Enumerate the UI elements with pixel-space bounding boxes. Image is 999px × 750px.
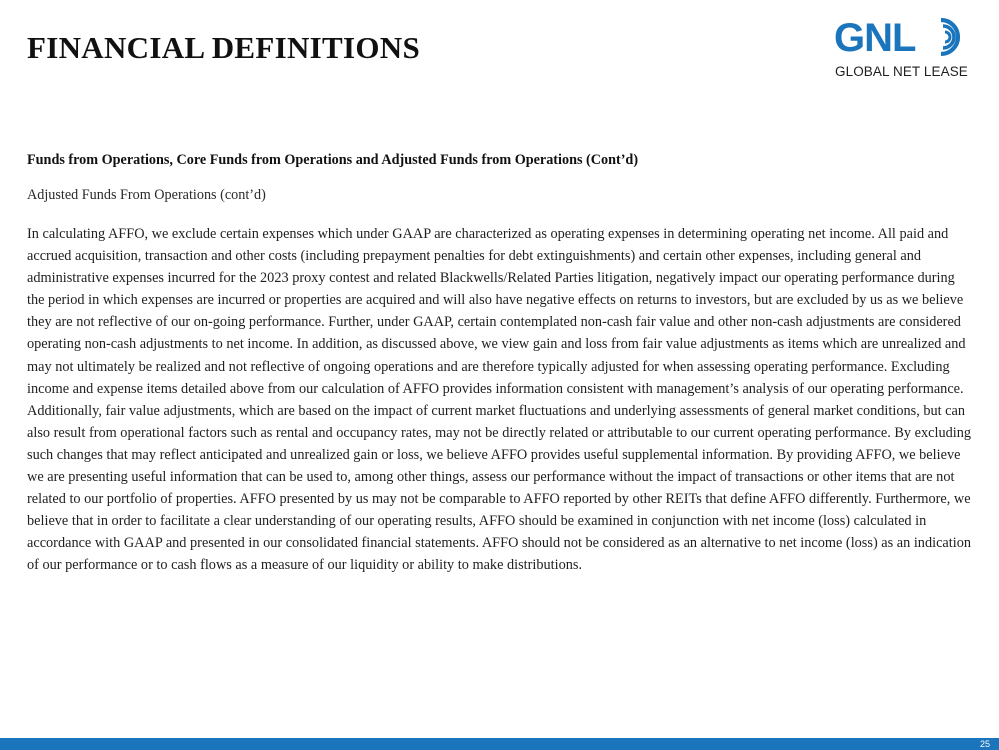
company-logo: [834, 14, 979, 84]
page-title: FINANCIAL DEFINITIONS: [27, 30, 421, 65]
swirl-logo-icon: [935, 16, 977, 58]
subsection-heading: Adjusted Funds From Operations (cont’d): [27, 187, 266, 203]
footer-bar: [0, 738, 999, 750]
logo-tagline: GLOBAL NET LEASE: [835, 64, 968, 79]
logo-text: GNL: [834, 16, 916, 60]
logo-mark: [834, 14, 915, 62]
body-paragraph: In calculating AFFO, we exclude certain expenses which under GAAP are characterized as operating expenses in determining operating net income. All paid and accrued acquisition, transaction and other costs (including prepayment penalties for debt extinguishments) and certain other expenses, including general and administrative expenses incurred for the 2023 proxy contest and related Blackwells/Related Parties litigation, negatively impact our operating performance during the period in which expenses are incurred or properties are acquired and will also have negative effects on returns to investors, but are excluded by us as we believe they are not reflective of our on-going performance. Further, under GAAP, certain contemplated non-cash fair value and other non-cash adjustments are considered operating non-cash adjustments to net income. In addition, as discussed above, we view gain and loss from fair value adjustments as items which are unrealized and may not ultimately be realized and not reflective of ongoing operations and are therefore typically adjusted for when assessing operating performance. Excluding income and expense items detailed above from our calculation of AFFO provides information consistent with management’s analysis of our operating performance. Additionally, fair value adjustments, which are based on the impact of current market fluctuations and underlying assessments of general market conditions, but can also result from operational factors such as rental and occupancy rates, may not be directly related or attributable to our current operating performance. By excluding such changes that may reflect anticipated and unrealized gain or loss, we believe AFFO provides useful supplemental information. By providing AFFO, we believe we are presenting useful information that can be used to, among other things, assess our performance without the impact of transactions or other items that are not related to our portfolio of properties. AFFO presented by us may not be comparable to AFFO reported by other REITs that define AFFO differently. Furthermore, we believe that in order to facilitate a clear understanding of our operating results, AFFO should be examined in conjunction with net income (loss) calculated in accordance with GAAP and presented in our consolidated financial statements. AFFO should not be considered as an alternative to net income (loss) as an indication of our performance or to cash flows as a measure of our liquidity or ability to make distributions.: [27, 226, 972, 574]
section-heading: Funds from Operations, Core Funds from Operations and Adjusted Funds from Operations (Cont’d): [27, 152, 639, 168]
page-number: 25: [979, 739, 990, 749]
